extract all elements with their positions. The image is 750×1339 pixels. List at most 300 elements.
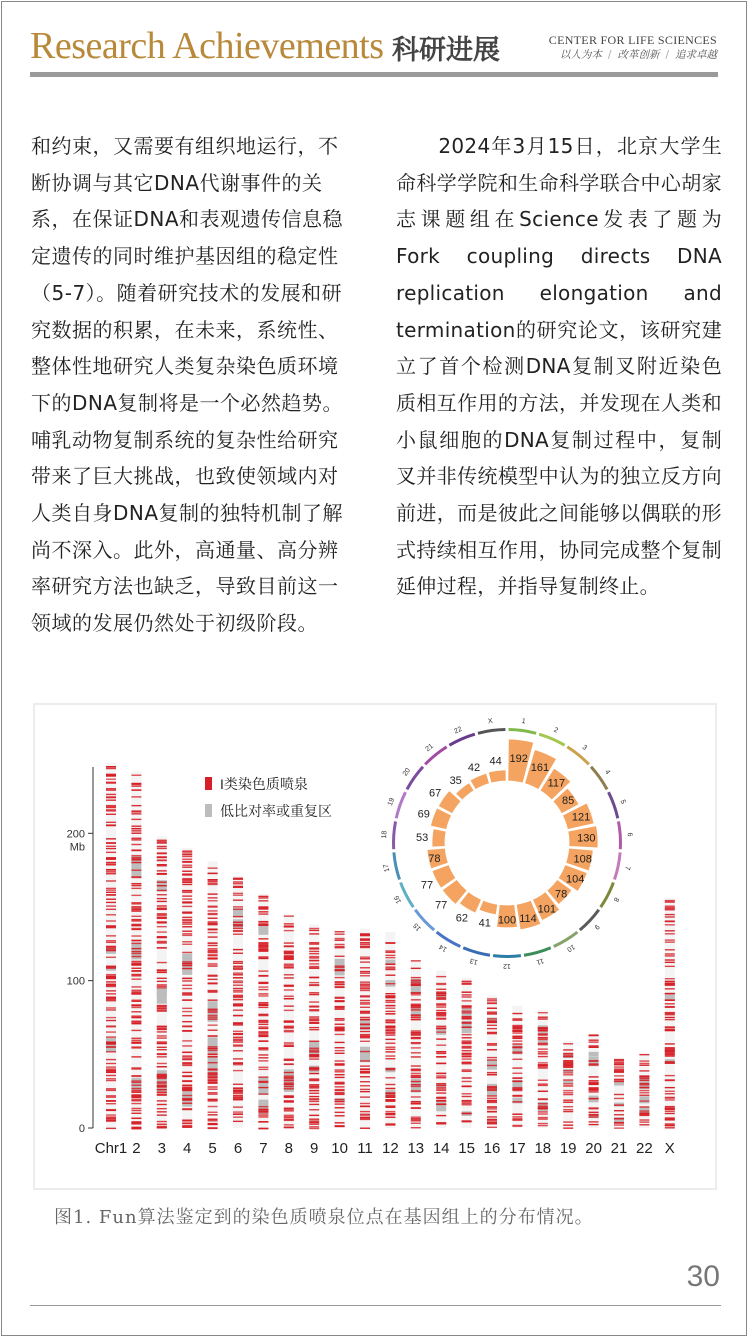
fountain-band [639, 1083, 649, 1084]
fountain-band [436, 1075, 446, 1076]
chromosome-bar [538, 1010, 548, 1128]
header-center-name: CENTER FOR LIFE SCIENCES [548, 33, 717, 47]
fountain-band [563, 1102, 573, 1103]
fountain-band [233, 974, 243, 975]
fountain-band [563, 1127, 573, 1128]
fountain-band [258, 908, 268, 909]
fountain-band [208, 955, 218, 956]
fountain-band [309, 1020, 319, 1021]
fountain-band [411, 1101, 421, 1102]
fountain-band [639, 1080, 649, 1081]
fountain-band [538, 1012, 548, 1013]
fountain-band [614, 1110, 624, 1111]
fountain-band [436, 998, 446, 999]
fountain-band [131, 810, 141, 811]
fountain-band [258, 1020, 268, 1021]
fountain-count-label: 100 [497, 914, 517, 927]
fountain-band [157, 870, 167, 871]
fountain-band [208, 879, 218, 880]
fountain-band [512, 1116, 522, 1117]
fountain-band [106, 1070, 116, 1071]
fountain-band [233, 916, 243, 917]
fountain-band [233, 922, 243, 923]
fountain-band [512, 1018, 522, 1019]
fountain-band [182, 931, 192, 932]
fountain-band [106, 775, 116, 776]
fountain-band [665, 1055, 675, 1056]
fountain-band [284, 1021, 294, 1022]
fountain-band [411, 1007, 421, 1008]
fountain-band [157, 926, 167, 927]
fountain-band [309, 1041, 319, 1042]
fountain-band [131, 1082, 141, 1083]
fountain-band [284, 1108, 294, 1109]
fountain-band [157, 917, 167, 918]
fountain-band [131, 906, 141, 907]
x-tick-label: 4 [183, 1140, 192, 1157]
body-paragraph: 和约束，又需要有组织地运行，不断协调与其它DNA代谢事件的关系，在保证DNA和表观遗传信息稳定遗传的同时维护基因组的稳定性（5-7）。随着研究技术的发展和研究数据的积累，在未来，系统性、整体性地研究人类复杂染色质环境下的DNA复制将是一个必然趋势。哺乳动物复制系统的复杂性给研究带来了巨大挑战，也致使领域内对人类自身DNA复制的独特机制了解尚不深入。此外，高通量、高分辨率研究方法也缺乏，导致目前这一领域的发展仍然处于初级阶段。 [31, 134, 344, 636]
fountain-band [131, 888, 141, 889]
fountain-band [589, 1045, 599, 1046]
fountain-band [182, 1081, 192, 1082]
fountain-band [360, 975, 370, 976]
fountain-band [131, 953, 141, 954]
fountain-band [335, 1069, 345, 1070]
fountain-band [487, 1065, 497, 1066]
fountain-band [157, 921, 167, 922]
fountain-band [208, 1035, 218, 1036]
fountain-band [360, 1076, 370, 1077]
fountain-band [665, 1110, 675, 1111]
fountain-band [208, 921, 218, 922]
chromosome-bar [106, 763, 116, 1129]
fountain-band [462, 996, 472, 997]
fountain-band [258, 897, 268, 898]
fountain-band [639, 1065, 649, 1066]
fountain-band [436, 1085, 446, 1086]
fountain-band [360, 935, 370, 936]
fountain-band [233, 997, 243, 998]
fountain-band [106, 852, 116, 853]
fountain-band [131, 1108, 141, 1109]
fountain-band [182, 884, 192, 885]
fountain-band [512, 1073, 522, 1074]
fountain-band [385, 1084, 395, 1085]
fountain-band [182, 890, 192, 891]
fountain-band [233, 1041, 243, 1042]
fountain-band [284, 1088, 294, 1089]
fountain-band [665, 978, 675, 979]
fountain-band [182, 965, 192, 966]
fountain-band [487, 1043, 497, 1044]
fountain-band [157, 913, 167, 914]
fountain-band [131, 993, 141, 994]
x-tick-label: 5 [208, 1140, 217, 1157]
fountain-band [512, 1087, 522, 1088]
fountain-band [157, 1010, 167, 1011]
chromosome-bar [512, 1006, 522, 1128]
circle-outer-label: 4 [603, 768, 612, 776]
fountain-band [665, 933, 675, 934]
fountain-band [538, 1113, 548, 1114]
fountain-band [360, 986, 370, 987]
fountain-band [182, 980, 192, 981]
fountain-band [131, 1094, 141, 1095]
fountain-band [131, 825, 141, 826]
fountain-band [106, 1090, 116, 1091]
fountain-band [284, 1059, 294, 1060]
fountain-band [639, 1121, 649, 1122]
fountain-band [614, 1066, 624, 1067]
x-tick-label: 20 [585, 1140, 602, 1157]
fountain-band [106, 825, 116, 826]
fountain-band [462, 1086, 472, 1087]
fountain-band [157, 1082, 167, 1083]
fountain-band [258, 1067, 268, 1068]
x-tick-label: 3 [157, 1140, 166, 1157]
fountain-band [665, 924, 675, 925]
fountain-band [208, 906, 218, 907]
fountain-band [284, 1115, 294, 1116]
fountain-band [106, 814, 116, 815]
fountain-band [487, 1018, 497, 1019]
fountain-band [258, 938, 268, 939]
fountain-band [106, 1072, 116, 1073]
fountain-band [335, 986, 345, 987]
fountain-band [665, 930, 675, 931]
fountain-band [182, 978, 192, 979]
fountain-band [385, 1088, 395, 1089]
fountain-band [335, 1008, 345, 1009]
fountain-band [385, 957, 395, 958]
circle-outer-label: 17 [382, 863, 392, 873]
fountain-band [411, 1030, 421, 1031]
fountain-band [182, 1125, 192, 1126]
fountain-band [106, 1109, 116, 1110]
body-right-column [396, 128, 722, 605]
x-tick-label: 22 [636, 1140, 653, 1157]
fountain-band [157, 931, 167, 932]
fountain-band [157, 1126, 167, 1127]
fountain-band [208, 1018, 218, 1019]
fountain-band [284, 1010, 294, 1011]
fountain-band [131, 970, 141, 971]
fountain-band [665, 1019, 675, 1020]
fountain-band [411, 1037, 421, 1038]
fountain-band [563, 1124, 573, 1125]
fountain-band [563, 1072, 573, 1073]
x-tick-label: 2 [132, 1140, 141, 1157]
fountain-band [411, 968, 421, 969]
fountain-band [131, 796, 141, 797]
karyotype-ring-segment [613, 852, 622, 880]
fountain-band [538, 1048, 548, 1049]
fountain-band [131, 902, 141, 903]
fountain-band [157, 856, 167, 857]
fountain-band [233, 1088, 243, 1089]
karyotype-ring-segment [567, 746, 590, 766]
fountain-band [233, 949, 243, 950]
circle-outer-label: 14 [438, 942, 449, 953]
fountain-band [157, 1092, 167, 1093]
fountain-band [462, 1022, 472, 1023]
fountain-band [157, 1124, 167, 1125]
fountain-band [131, 789, 141, 790]
fountain-band [309, 967, 319, 968]
fountain-band [512, 1067, 522, 1068]
fountain-band [233, 996, 243, 997]
fountain-band [436, 1097, 446, 1098]
fountain-band [335, 1112, 345, 1113]
circle-outer-label: 1 [521, 717, 527, 726]
fountain-band [462, 1040, 472, 1041]
fountain-band [233, 1121, 243, 1122]
fountain-band [208, 1100, 218, 1101]
fountain-band [487, 1000, 497, 1001]
fountain-band [512, 1081, 522, 1082]
fountain-band [335, 944, 345, 945]
fountain-band [614, 1114, 624, 1115]
fountain-band [131, 1038, 141, 1039]
fountain-band [436, 984, 446, 985]
fountain-band [284, 1075, 294, 1076]
fountain-band [258, 1087, 268, 1088]
fountain-band [284, 915, 294, 916]
fountain-band [385, 1002, 395, 1003]
karyotype-ring-segment [463, 946, 491, 956]
fountain-band [233, 878, 243, 879]
fountain-band [131, 1118, 141, 1119]
x-tick-label: 10 [331, 1140, 348, 1157]
fountain-band [284, 1086, 294, 1087]
y-axis [67, 767, 93, 1135]
fountain-band [462, 1005, 472, 1006]
fountain-band [157, 853, 167, 854]
fountain-band [106, 892, 116, 893]
fountain-band [614, 1068, 624, 1069]
fountain-band [284, 1042, 294, 1043]
fountain-band [106, 848, 116, 849]
fountain-band [131, 1091, 141, 1092]
fountain-band [538, 1043, 548, 1044]
fountain-band [131, 862, 141, 863]
fountain-band [258, 982, 268, 983]
fountain-band [233, 1098, 243, 1099]
fountain-band [360, 988, 370, 989]
fountain-band [233, 972, 243, 973]
fountain-count-label: 53 [416, 832, 429, 845]
fountain-band [309, 1006, 319, 1007]
circle-outer-label: 18 [381, 830, 389, 839]
fountain-count-label: 101 [537, 903, 556, 916]
fountain-band [462, 1077, 472, 1078]
fountain-band [563, 1065, 573, 1066]
fountain-band [360, 947, 370, 948]
fountain-band [665, 1027, 675, 1028]
fountain-band [411, 994, 421, 995]
fountain-band [411, 1077, 421, 1078]
fountain-band [436, 1031, 446, 1032]
fountain-band [106, 1009, 116, 1010]
fountain-band [411, 981, 421, 982]
fountain-band [462, 1096, 472, 1097]
fountain-band [335, 1060, 345, 1061]
chromosome-bar [639, 1053, 649, 1128]
fountain-band [258, 1082, 268, 1083]
fountain-band [233, 1093, 243, 1094]
fountain-band [258, 923, 268, 924]
fountain-band [665, 1014, 675, 1015]
fountain-band [512, 1119, 522, 1120]
fountain-band [106, 888, 116, 889]
fountain-band [538, 1118, 548, 1119]
fountain-band [538, 1066, 548, 1067]
fountain-band [563, 1092, 573, 1093]
fountain-band [258, 1024, 268, 1025]
fountain-band [538, 1037, 548, 1038]
fountain-band [258, 1040, 268, 1041]
fountain-band [284, 1119, 294, 1120]
fountain-band [309, 963, 319, 964]
fountain-band [665, 1106, 675, 1107]
fountain-band [360, 1031, 370, 1032]
fountain-band [462, 1046, 472, 1047]
fountain-band [233, 1113, 243, 1114]
fountain-band [157, 881, 167, 882]
x-tick-label: 18 [534, 1140, 552, 1157]
fountain-band [284, 957, 294, 958]
fountain-band [208, 1092, 218, 1093]
fountain-band [208, 1088, 218, 1089]
fountain-band [106, 1059, 116, 1060]
fountain-band [589, 1088, 599, 1089]
fountain-band [589, 1047, 599, 1048]
fountain-band [182, 920, 192, 921]
fountain-band [157, 1076, 167, 1077]
fountain-band [233, 991, 243, 992]
fountain-band [182, 901, 192, 902]
fountain-band [309, 1049, 319, 1050]
fountain-band [258, 956, 268, 957]
fountain-band [233, 1037, 243, 1038]
fountain-band [411, 1034, 421, 1035]
fountain-band [182, 963, 192, 964]
fountain-band [487, 1106, 497, 1107]
fountain-band [411, 1009, 421, 1010]
low-mappability-band [665, 995, 675, 1000]
fountain-band [665, 1099, 675, 1100]
fountain-band [182, 861, 192, 862]
fountain-band [131, 1017, 141, 1018]
fountain-band [157, 901, 167, 902]
fountain-band [258, 1033, 268, 1034]
fountain-band [208, 1016, 218, 1017]
fountain-band [182, 906, 192, 907]
fountain-band [385, 1113, 395, 1114]
fountain-band [157, 1078, 167, 1079]
fountain-band [157, 1075, 167, 1076]
fountain-band [462, 1050, 472, 1051]
fountain-band [233, 883, 243, 884]
fountain-band [665, 939, 675, 940]
fountain-band [614, 1075, 624, 1076]
fountain-band [309, 1068, 319, 1069]
fountain-band [639, 1090, 649, 1091]
karyotype-ring-segment [436, 931, 461, 948]
fountain-band [182, 871, 192, 872]
fountain-band [131, 819, 141, 820]
fountain-band [360, 1000, 370, 1001]
fountain-band [538, 1030, 548, 1031]
fountain-band [258, 1048, 268, 1049]
fountain-band [157, 898, 167, 899]
fountain-band [106, 926, 116, 927]
fountain-band [563, 1049, 573, 1050]
fountain-band [665, 981, 675, 982]
fountain-band [487, 998, 497, 999]
fountain-band [284, 923, 294, 924]
fountain-band [157, 1043, 167, 1044]
fountain-band [157, 1041, 167, 1042]
fountain-band [106, 794, 116, 795]
chromosome-bar [309, 925, 319, 1130]
fountain-band [639, 1119, 649, 1120]
fountain-band [589, 1091, 599, 1092]
fountain-band [436, 1087, 446, 1088]
fountain-band [106, 986, 116, 987]
fountain-band [436, 1010, 446, 1011]
fountain-band [131, 785, 141, 786]
fountain-band [233, 928, 243, 929]
fountain-band [614, 1080, 624, 1081]
fountain-band [335, 1083, 345, 1084]
fountain-band [360, 1117, 370, 1118]
legend-swatch [205, 777, 212, 790]
fountain-band [106, 1043, 116, 1044]
fountain-band [309, 930, 319, 931]
fountain-band [385, 955, 395, 956]
fountain-band [411, 1123, 421, 1124]
fountain-band [157, 885, 167, 886]
fountain-band [411, 1005, 421, 1006]
fountain-band [258, 1015, 268, 1016]
fountain-band [436, 997, 446, 998]
fountain-band [208, 923, 218, 924]
fountain-band [665, 1029, 675, 1030]
fountain-band [131, 1080, 141, 1081]
fountain-band [106, 981, 116, 982]
fountain-band [360, 1034, 370, 1035]
fountain-band [106, 1063, 116, 1064]
fountain-band [131, 974, 141, 975]
fountain-band [665, 1003, 675, 1004]
fountain-band [284, 1080, 294, 1081]
fountain-band [385, 1005, 395, 1006]
fountain-band [233, 1033, 243, 1034]
fountain-band [411, 1116, 421, 1117]
fountain-band [131, 928, 141, 929]
fountain-band [385, 1030, 395, 1031]
fountain-band [157, 947, 167, 948]
fountain-band [233, 1064, 243, 1065]
fountain-band [182, 993, 192, 994]
fountain-band [665, 959, 675, 960]
fountain-band [462, 1081, 472, 1082]
fountain-band [233, 899, 243, 900]
fountain-band [233, 1092, 243, 1093]
fountain-band [233, 1045, 243, 1046]
fountain-band [385, 1051, 395, 1052]
